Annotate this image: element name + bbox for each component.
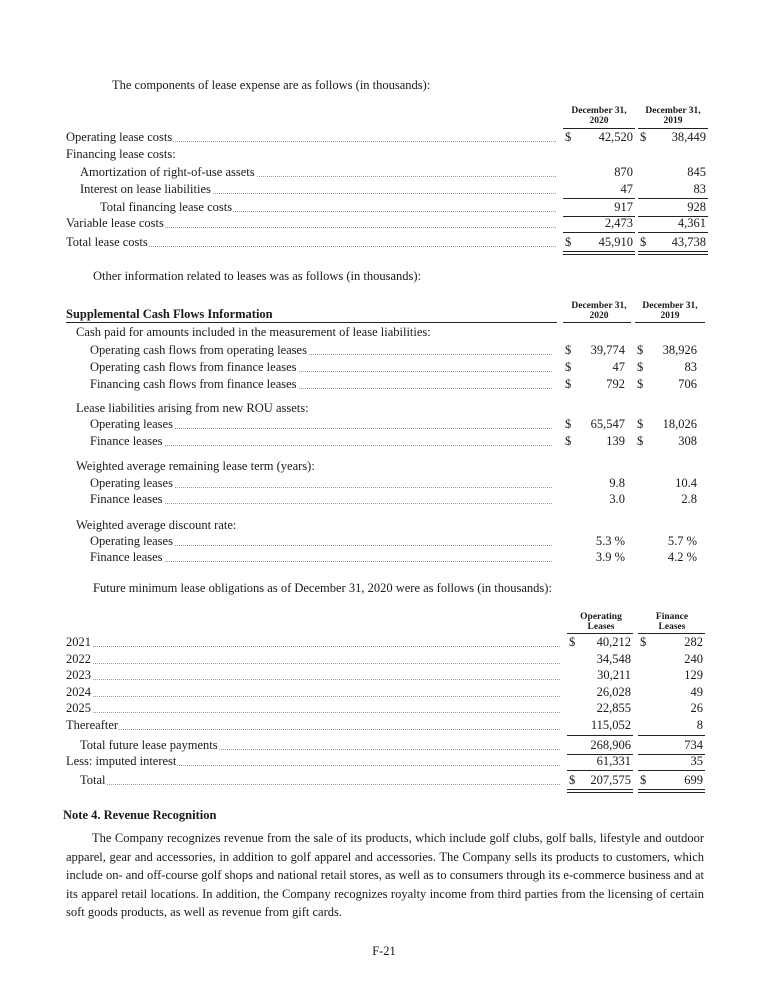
lease-expense-row — [66, 215, 708, 232]
obligation-row — [66, 634, 708, 651]
value-2019 — [635, 359, 699, 376]
dollar-sign: $ — [640, 635, 647, 649]
cell-value: 207,575 — [590, 773, 631, 787]
cell-value: 83 — [693, 182, 706, 196]
cell-value: 2,473 — [604, 216, 633, 230]
row-label: Total — [80, 773, 106, 787]
other-info-row — [66, 491, 708, 508]
cell-value: 18,026 — [662, 417, 697, 431]
row-label: Finance leases — [90, 492, 163, 506]
dollar-sign: $ — [565, 377, 572, 391]
cell-value: 61,331 — [596, 754, 631, 768]
cell-value: 845 — [687, 165, 706, 179]
dollar-sign: $ — [640, 130, 647, 144]
row-label: Total future lease payments — [80, 738, 218, 752]
dollar-sign: $ — [640, 773, 647, 787]
value-2019 — [638, 199, 708, 216]
row-label: Interest on lease liabilities — [80, 182, 211, 196]
cell-value: 792 — [606, 377, 625, 391]
other-info-col-header-2019 — [634, 301, 706, 321]
lease-expense-row — [66, 181, 708, 198]
value-2020 — [563, 199, 635, 216]
leader-dots — [80, 772, 560, 789]
value-2019 — [635, 491, 699, 508]
operating-value — [567, 772, 633, 789]
header-rule — [563, 322, 631, 323]
value-2019 — [638, 215, 708, 232]
col-header-line2: Leases — [587, 622, 615, 632]
dollar-sign: $ — [637, 377, 644, 391]
value-2020 — [563, 342, 627, 359]
cell-value: 240 — [684, 652, 703, 666]
note-paragraph — [66, 829, 704, 922]
section-title: Supplemental Cash Flows Information — [66, 307, 273, 321]
cell-value: 8 — [696, 718, 703, 732]
row-label: Total lease costs — [66, 235, 148, 249]
cell-value: 699 — [684, 773, 703, 787]
value-2020 — [563, 533, 627, 550]
row-label: 2021 — [66, 635, 91, 649]
cell-value: 40,212 — [596, 635, 631, 649]
value-2019 — [638, 234, 708, 251]
dollar-sign: $ — [565, 130, 572, 144]
cell-value: 870 — [614, 165, 633, 179]
cell-value: 43,738 — [671, 235, 706, 249]
cell-value: 282 — [684, 635, 703, 649]
col-header-line2: Leases — [658, 622, 686, 632]
operating-value — [567, 684, 633, 701]
value-2019 — [635, 533, 699, 550]
subtotal-rule — [638, 735, 705, 736]
other-info-row — [66, 549, 708, 566]
other-info-row — [66, 359, 708, 376]
row-label: Total financing lease costs — [100, 200, 233, 214]
col-header-line2: 2019 — [663, 116, 683, 126]
lease-expense-row — [66, 129, 708, 146]
value-2019 — [635, 433, 699, 450]
cell-value: 115,052 — [590, 718, 631, 732]
cell-value: 30,211 — [597, 668, 631, 682]
operating-value — [567, 753, 633, 770]
value-2020 — [563, 215, 635, 232]
leader-dots — [66, 667, 560, 684]
operating-value — [567, 700, 633, 717]
value-2020 — [563, 164, 635, 181]
cell-value: 5.3 % — [595, 534, 625, 548]
operating-value — [567, 651, 633, 668]
finance-value — [638, 667, 705, 684]
row-label: Financing lease costs: — [66, 147, 176, 161]
dollar-sign: $ — [640, 235, 647, 249]
row-label: 2023 — [66, 668, 91, 682]
cell-value: 928 — [687, 200, 706, 214]
header-rule — [635, 322, 705, 323]
cell-value: 47 — [612, 360, 625, 374]
group-title-row — [66, 400, 708, 417]
row-label: 2024 — [66, 685, 91, 699]
dollar-sign: $ — [637, 417, 644, 431]
obligation-row — [66, 667, 708, 684]
value-2020 — [563, 491, 627, 508]
row-label: Variable lease costs — [66, 216, 164, 230]
value-2019 — [638, 164, 708, 181]
obligation-row — [66, 717, 708, 734]
leader-dots — [66, 684, 560, 701]
row-label: Operating leases — [90, 534, 173, 548]
row-label: Finance leases — [90, 550, 163, 564]
cell-value: 26 — [690, 701, 703, 715]
lease-expense-col-header-2019 — [638, 106, 708, 126]
subtotal-rule — [563, 232, 635, 233]
leader-dots — [66, 651, 560, 668]
row-label: Operating leases — [90, 417, 173, 431]
col-header-line2: 2019 — [660, 311, 680, 321]
col-header-line1: Operating — [580, 612, 622, 622]
cell-value: 706 — [678, 377, 697, 391]
cell-value: 917 — [614, 200, 633, 214]
cell-value: 3.0 — [609, 492, 625, 506]
finance-value — [638, 651, 705, 668]
row-label: Thereafter — [66, 718, 119, 732]
group-title: Lease liabilities arising from new ROU assets: — [76, 401, 309, 415]
group-title: Weighted average discount rate: — [76, 518, 237, 532]
obligation-row — [66, 684, 708, 701]
finance-value — [638, 700, 705, 717]
leader-dots — [66, 634, 560, 651]
col-header-line1: December 31, — [571, 106, 627, 116]
operating-value — [567, 717, 633, 734]
col-header-line2: 2020 — [589, 116, 609, 126]
group-title: Weighted average remaining lease term (years): — [76, 459, 315, 473]
row-label: Amortization of right-of-use assets — [80, 165, 255, 179]
value-2019 — [635, 376, 699, 393]
value-2020 — [563, 433, 627, 450]
lease-expense-col-header-2020 — [563, 106, 635, 126]
obligation-total-row — [66, 772, 708, 789]
paragraph-text: The Company recognizes revenue from the sale of its products, which include golf clubs, golf balls, lifestyle and outdoor apparel, gear and accessories, in addition to golf apparel and accessories. The Company sells its products to customers, which include on- and off-course golf shops and national retail stores, as well as to consumers through its e-commerce business and at its apparel retail locations. In addition, the Company recognizes royalty income from third parties from the licensing of certain soft goods products, as well as revenue from gift cards. — [66, 831, 704, 919]
cell-value: 38,449 — [671, 130, 706, 144]
lease-expense-total-row — [66, 234, 708, 251]
cell-value: 34,548 — [596, 652, 631, 666]
subtotal-rule — [638, 232, 708, 233]
value-2020 — [563, 416, 627, 433]
group-title-row — [66, 458, 708, 475]
row-label: Finance leases — [90, 434, 163, 448]
subtotal-rule — [638, 770, 705, 771]
cell-value: 5.7 % — [667, 534, 697, 548]
value-2019 — [635, 416, 699, 433]
cell-value: 4.2 % — [667, 550, 697, 564]
value-2019 — [635, 475, 699, 492]
cell-value: 10.4 — [675, 476, 697, 490]
other-info-row — [66, 342, 708, 359]
row-label: Operating leases — [90, 476, 173, 490]
dollar-sign: $ — [565, 417, 572, 431]
cell-value: 129 — [684, 668, 703, 682]
cell-value: 39,774 — [590, 343, 625, 357]
cell-value: 268,906 — [590, 738, 631, 752]
total-double-rule — [563, 251, 635, 255]
group-title-row — [66, 324, 708, 341]
operating-value — [567, 634, 633, 651]
other-info-row — [66, 533, 708, 550]
lease-expense-row — [66, 146, 708, 163]
cell-value: 3.9 % — [595, 550, 625, 564]
total-double-rule — [638, 251, 708, 255]
obligation-row — [66, 753, 708, 770]
row-label: Operating cash flows from operating leases — [90, 343, 307, 357]
cell-value: 308 — [678, 434, 697, 448]
value-2019 — [635, 342, 699, 359]
col-header-line1: December 31, — [642, 301, 698, 311]
row-label: Operating cash flows from finance leases — [90, 360, 297, 374]
dollar-sign: $ — [565, 360, 572, 374]
obligation-row — [66, 651, 708, 668]
group-title: Cash paid for amounts included in the measurement of lease liabilities: — [76, 325, 431, 339]
finance-leases-col-header — [638, 612, 706, 632]
lease-expense-row — [66, 199, 708, 216]
col-header-line1: Finance — [655, 612, 689, 622]
obligation-row — [66, 700, 708, 717]
subtotal-rule — [567, 770, 633, 771]
dollar-sign: $ — [637, 343, 644, 357]
cell-value: 26,028 — [596, 685, 631, 699]
cell-value: 45,910 — [598, 235, 633, 249]
value-2020 — [563, 549, 627, 566]
finance-value — [638, 772, 705, 789]
value-2020 — [563, 181, 635, 198]
leader-dots — [66, 717, 560, 734]
dollar-sign: $ — [565, 235, 572, 249]
total-double-rule — [567, 789, 633, 793]
value-2019 — [635, 549, 699, 566]
lease-expense-intro: The components of lease expense are as follows (in thousands): — [112, 78, 431, 92]
value-2020 — [563, 234, 635, 251]
row-label: Less: imputed interest — [66, 754, 177, 768]
leader-dots — [66, 700, 560, 717]
group-title-row — [66, 517, 708, 534]
section-title-rule — [66, 322, 557, 323]
other-info-row — [66, 433, 708, 450]
value-2020 — [563, 129, 635, 146]
future-obligations-intro: Future minimum lease obligations as of December 31, 2020 were as follows (in thousands): — [93, 581, 552, 595]
finance-value — [638, 737, 705, 754]
row-label: Operating lease costs — [66, 130, 173, 144]
other-info-col-header-2020 — [563, 301, 635, 321]
col-header-line1: December 31, — [645, 106, 701, 116]
value-2020 — [563, 376, 627, 393]
note-heading: Note 4. Revenue Recognition — [63, 808, 217, 822]
other-info-intro: Other information related to leases was as follows (in thousands): — [93, 269, 422, 283]
subtotal-rule — [567, 735, 633, 736]
cell-value: 42,520 — [598, 130, 633, 144]
dollar-sign: $ — [569, 773, 576, 787]
other-info-row — [66, 416, 708, 433]
cell-value: 139 — [606, 434, 625, 448]
col-header-line2: 2020 — [589, 311, 609, 321]
value-2019 — [638, 181, 708, 198]
cell-value: 9.8 — [609, 476, 625, 490]
cell-value: 65,547 — [590, 417, 625, 431]
other-info-row — [66, 475, 708, 492]
lease-expense-row — [66, 164, 708, 181]
cell-value: 734 — [684, 738, 703, 752]
dollar-sign: $ — [569, 635, 576, 649]
row-label: Financing cash flows from finance leases — [90, 377, 297, 391]
dollar-sign: $ — [637, 360, 644, 374]
dollar-sign: $ — [637, 434, 644, 448]
total-double-rule — [638, 789, 705, 793]
dollar-sign: $ — [565, 434, 572, 448]
cell-value: 35 — [690, 754, 703, 768]
page-number: F-21 — [372, 944, 396, 958]
value-2020 — [563, 475, 627, 492]
col-header-line1: December 31, — [571, 301, 627, 311]
row-label: 2025 — [66, 701, 91, 715]
finance-value — [638, 753, 705, 770]
cell-value: 2.8 — [681, 492, 697, 506]
operating-leases-col-header — [567, 612, 635, 632]
other-info-row — [66, 376, 708, 393]
finance-value — [638, 684, 705, 701]
dollar-sign: $ — [565, 343, 572, 357]
cell-value: 22,855 — [596, 701, 631, 715]
finance-value — [638, 717, 705, 734]
row-label: 2022 — [66, 652, 91, 666]
finance-value — [638, 634, 705, 651]
value-2020 — [563, 359, 627, 376]
cell-value: 47 — [620, 182, 633, 196]
cell-value: 38,926 — [662, 343, 697, 357]
obligation-row — [66, 737, 708, 754]
cell-value: 4,361 — [677, 216, 706, 230]
operating-value — [567, 737, 633, 754]
operating-value — [567, 667, 633, 684]
cell-value: 49 — [690, 685, 703, 699]
cell-value: 83 — [684, 360, 697, 374]
value-2019 — [638, 129, 708, 146]
